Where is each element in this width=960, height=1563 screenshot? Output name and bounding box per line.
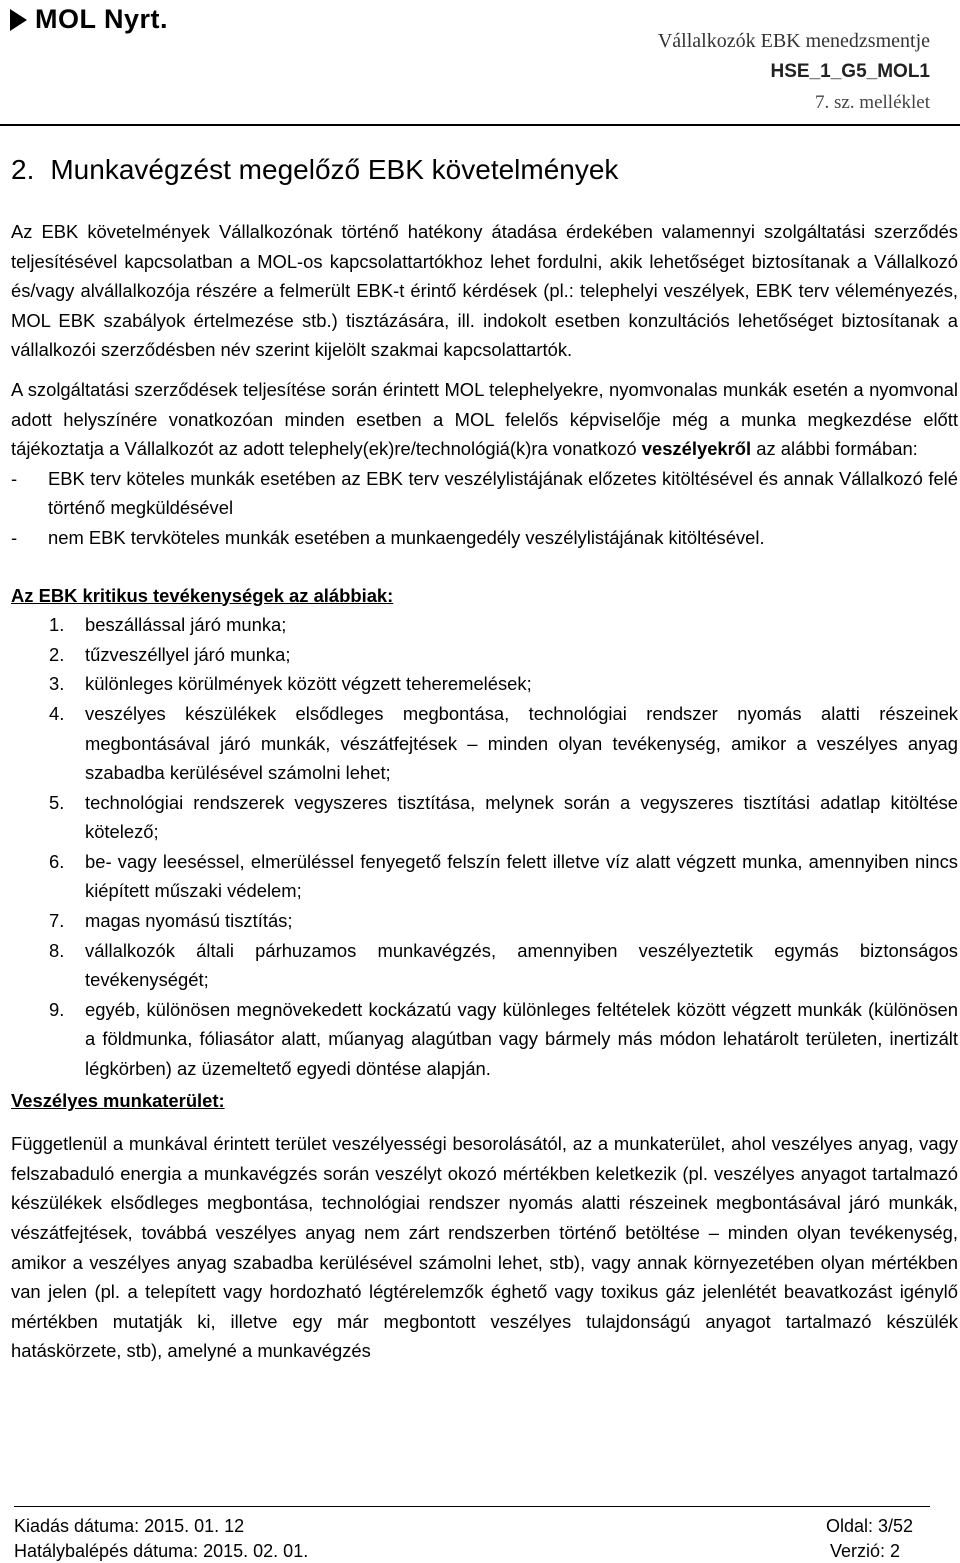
list-item-text: nem EBK tervköteles munkák esetében a munkaengedély veszélylistájának kitöltésével. bbox=[48, 526, 765, 548]
list-item bbox=[11, 523, 958, 553]
paragraph-contacts: Az EBK követelmények Vállalkozónak történő hatékony átadása érdekében valamennyi szolgáltatási szerződés teljesítésével kapcsolatban a MOL-os kapcsolattartókhoz lehet fordulni, akik lehetőséget biztosítanak a Vállalkozó és/vagy alvállalkozója részére a felmerült EBK-t érintő kérdések (pl.: telephelyi veszélyek, EBK terv véleményezés, MOL EBK szabályok értelmezése stb.) tisztázására, ill. indokolt esetben konzultációs lehetőséget biztosítanak a vállalkozói szerződésben név szerint kijelölt szakmai kapcsolattartók. bbox=[11, 221, 958, 361]
footer-divider bbox=[14, 1506, 930, 1507]
page-footer bbox=[0, 1496, 960, 1563]
header-divider bbox=[0, 124, 960, 126]
list-item-text: tűzveszéllyel járó munka; bbox=[85, 643, 291, 665]
dash-list bbox=[11, 464, 958, 553]
list-item bbox=[11, 610, 958, 640]
section-title: Munkavégzést megelőző EBK követelmények bbox=[50, 154, 619, 185]
document-title: Vállalkozók EBK menedzsmentje bbox=[657, 30, 930, 52]
hazards-emphasis: veszélyekről bbox=[641, 438, 752, 460]
list-item bbox=[11, 906, 958, 936]
paragraph-information bbox=[11, 375, 958, 464]
list-item bbox=[11, 640, 958, 670]
annex-label: 7. sz. melléklet bbox=[814, 92, 930, 113]
list-item-text: vállalkozók általi párhuzamos munkavégzés, amennyiben veszélyeztetik egymás biztonságos tevékenységét; bbox=[85, 939, 958, 991]
page-content bbox=[11, 150, 958, 1366]
paragraph-information-end: az alábbi formában: bbox=[751, 438, 918, 460]
logo-text: MOL Nyrt. bbox=[35, 4, 169, 34]
danger-zone-heading: Veszélyes munkaterület: bbox=[11, 1089, 225, 1111]
danger-zone-paragraph: Függetlenül a munkával érintett terület veszélyességi besorolásától, az a munkaterület, ahol veszélyes anyag, vagy felszabaduló energia a munkavégzés során veszélyt okozó mértékben keletkezik (pl. veszélyes anyagot tartalmazó készülékek elsődleges megbontása, technológiai rendszer nyomás alatti részeinek megbontásával járó munkák, vészátfejtések, továbbá veszélyes anyag nem zárt rendszerben történő betöltése – minden olyan tevékenység, amikor a veszélyes anyag szabadba kerülésével számolni lehet, stb), vagy annak környezetében olyan mértékben van jelen (pl. a telepített vagy hordozható légtérelemzők éghető vagy toxikus gáz jelenlétét beavatkozást igénylő mértékben mutatják ki, illetve egy már megbontott veszélyes tulajdonságú anyagot tartalmazó készülék hatáskörzete, stb), amelyné a munkavégzés bbox=[11, 1133, 958, 1362]
item-number: 2. bbox=[49, 643, 65, 665]
page-header bbox=[0, 0, 960, 126]
list-item bbox=[11, 464, 958, 523]
item-number: 4. bbox=[49, 702, 65, 724]
item-number: 1. bbox=[49, 614, 65, 636]
version-label: Verzió: 2 bbox=[829, 1541, 900, 1561]
item-number: 3. bbox=[49, 673, 65, 695]
effective-date: Hatálybalépés dátuma: 2015. 02. 01. bbox=[14, 1541, 309, 1561]
list-item-text: veszélyes készülékek elsődleges megbontása, technológiai rendszer nyomás alatti részeinek megbontásával járó munkák, vészátfejtések – minden olyan tevékenység, amikor a veszélyes anyag szabadba kerülésével számolni lehet; bbox=[85, 702, 958, 784]
list-item bbox=[11, 847, 958, 906]
list-item bbox=[11, 669, 958, 699]
section-heading bbox=[11, 150, 958, 190]
list-item-text: be- vagy leeséssel, elmerüléssel fenyegető felszín felett illetve víz alatt végzett munka, amennyiben nincs kiépített műszaki védelem; bbox=[85, 850, 958, 902]
company-logo bbox=[10, 4, 168, 35]
list-item-text: technológiai rendszerek vegyszeres tisztítása, melynek során a vegyszeres tisztítási adatlap kitöltése kötelező; bbox=[85, 791, 958, 843]
critical-activities-list bbox=[11, 610, 958, 1084]
critical-activities-heading: Az EBK kritikus tevékenységek az alábbiak: bbox=[11, 584, 394, 606]
list-item-text: különleges körülmények között végzett teheremelések; bbox=[85, 673, 532, 695]
list-item bbox=[11, 995, 958, 1084]
list-item bbox=[11, 936, 958, 995]
logo-arrow-icon bbox=[10, 9, 27, 31]
section-number: 2. bbox=[11, 154, 35, 185]
issue-date: Kiadás dátuma: 2015. 01. 12 bbox=[14, 1516, 245, 1536]
document-code: HSE_1_G5_MOL1 bbox=[770, 61, 930, 82]
page-number: Oldal: 3/52 bbox=[825, 1516, 913, 1536]
paragraph-information-text: A szolgáltatási szerződések teljesítése során érintett MOL telephelyekre, nyomvonalas munkák esetén a nyomvonal adott helyszínére vonatkozóan minden esetben a MOL felelős képviselője még a munka megkezdése előtt tájékoztatja a Vállalkozót az adott telephely(ek)re/technológiá(k)ra vonatkozó bbox=[11, 378, 958, 460]
item-number: 6. bbox=[49, 850, 65, 872]
list-item-text: egyéb, különösen megnövekedett kockázatú vagy különleges feltételek között végzett munkák (különösen a földmunka, fóliasátor alatt, műanyag alagútban vagy bármely más módon lehatárolt területen, inertizált légkörben) az üzemeltető egyedi döntése alapján. bbox=[85, 998, 958, 1080]
dash-bullet: - bbox=[11, 467, 18, 489]
list-item bbox=[11, 699, 958, 788]
list-item-text: EBK terv köteles munkák esetében az EBK terv veszélylistájának előzetes kitöltésével és annak Vállalkozó felé történő megküldésével bbox=[48, 467, 958, 519]
list-item bbox=[11, 788, 958, 847]
item-number: 9. bbox=[49, 998, 65, 1020]
item-number: 7. bbox=[49, 910, 65, 932]
item-number: 8. bbox=[49, 939, 65, 961]
list-item-text: magas nyomású tisztítás; bbox=[85, 910, 293, 932]
item-number: 5. bbox=[49, 791, 65, 813]
dash-bullet: - bbox=[11, 526, 18, 548]
list-item-text: beszállással járó munka; bbox=[85, 614, 287, 636]
